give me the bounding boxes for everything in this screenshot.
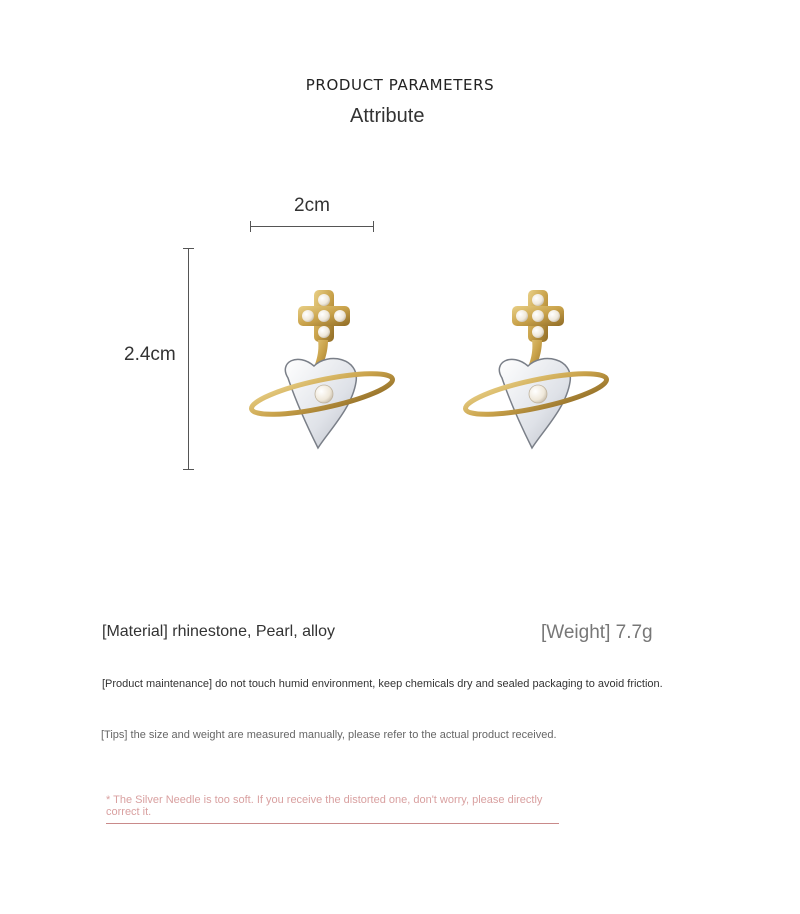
tips-spec: [Tips] the size and weight are measured manually, please refer to the actual product received. <box>101 729 557 741</box>
width-dimension-line <box>250 226 374 227</box>
height-dimension-tick-top <box>183 248 194 249</box>
width-dimension-tick-right <box>373 221 374 232</box>
weight-spec: [Weight] 7.7g <box>541 622 653 643</box>
height-dimension-line <box>188 248 189 470</box>
height-dimension-label: 2.4cm <box>124 344 176 365</box>
note-underline <box>106 823 559 824</box>
earring-right-icon <box>462 286 612 454</box>
page-title: PRODUCT PARAMETERS <box>305 76 495 94</box>
needle-note: * The Silver Needle is too soft. If you receive the distorted one, don't worry, please directly correct it. <box>106 794 543 818</box>
earring-left-icon <box>248 286 398 454</box>
material-spec: [Material] rhinestone, Pearl, alloy <box>102 623 335 640</box>
maintenance-spec: [Product maintenance] do not touch humid environment, keep chemicals dry and sealed packaging to avoid friction. <box>102 678 663 690</box>
width-dimension-label: 2cm <box>294 195 330 216</box>
page-subtitle: Attribute <box>350 105 425 127</box>
height-dimension-tick-bottom <box>183 469 194 470</box>
width-dimension-tick-left <box>250 221 251 232</box>
